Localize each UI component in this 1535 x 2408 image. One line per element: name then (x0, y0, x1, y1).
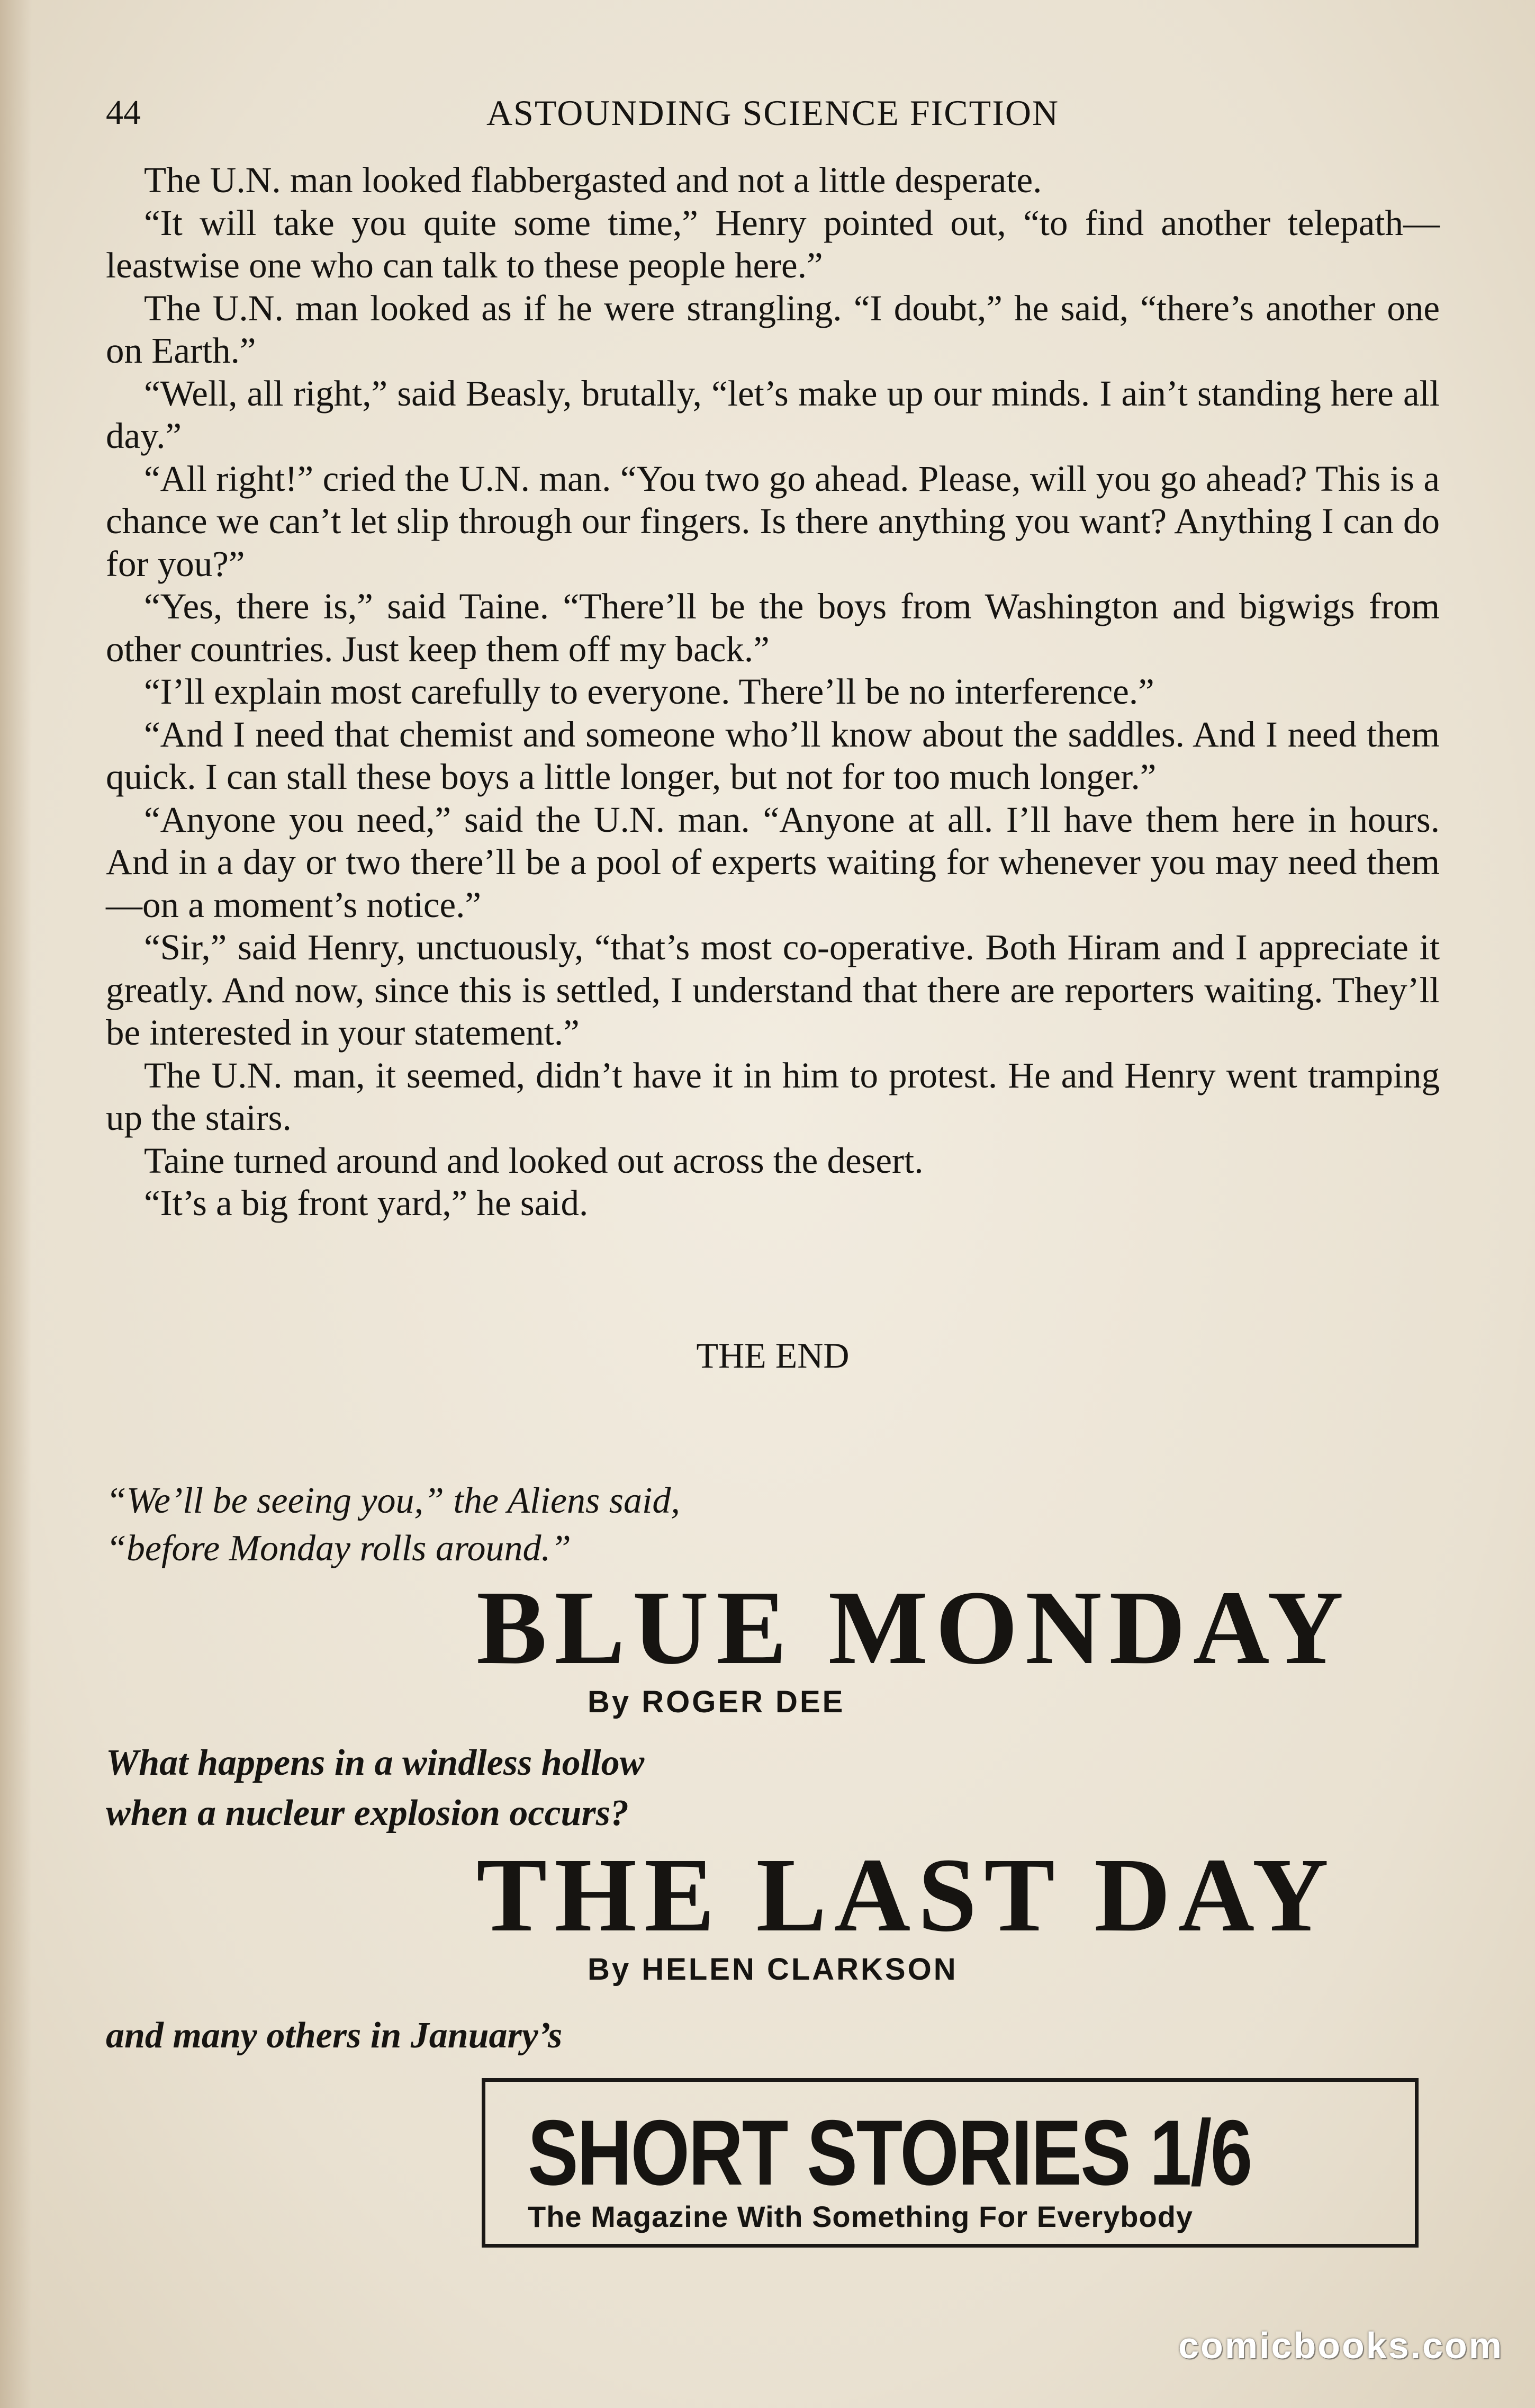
teaser-3: and many others in January’s (106, 2015, 563, 2056)
story-1-byline: By ROGER DEE (588, 1685, 845, 1719)
teaser-2-line-1: What happens in a windless hollow (106, 1742, 645, 1783)
paragraph: Taine turned around and looked out across the desert. (144, 1140, 924, 1181)
watermark: comicbooks.com (1178, 2325, 1503, 2366)
story-text (106, 159, 1440, 1225)
paragraph: The U.N. man, it seemed, didn’t have it in him to protest. He and Henry went tramping up the stairs. (106, 1055, 1440, 1138)
page-number: 44 (106, 93, 141, 132)
paragraph: The U.N. man looked as if he were strangling. “I doubt,” he said, “there’s another one on Earth.” (106, 287, 1440, 371)
paragraph: “All right!” cried the U.N. man. “You two go ahead. Please, will you go ahead? This is a chance we can’t let slip through our fingers. Is there anything you want? Anything I can do for you?” (106, 458, 1440, 584)
paragraph: “Well, all right,” said Beasly, brutally, “let’s make up our minds. I ain’t standing here all day.” (106, 373, 1440, 456)
magazine-advertisement (106, 1477, 1440, 2271)
paragraph: The U.N. man looked flabbergasted and not a little desperate. (144, 160, 1042, 200)
page-edge-shadow (0, 0, 32, 2408)
magazine-tagline: The Magazine With Something For Everybody (528, 2200, 1194, 2233)
teaser-1-line-2: “before Monday rolls around.” (106, 1528, 571, 1569)
story-2-title: THE LAST DAY (476, 1837, 1337, 1954)
paragraph: “It will take you quite some time,” Henry pointed out, “to find another telepath—leastwise one who can talk to these people here.” (106, 202, 1440, 285)
paragraph: “Sir,” said Henry, unctuously, “that’s most co-operative. Both Hiram and I appreciate it greatly. And now, since this is settled, I understand that there are reporters waiting. They’ll be interested in your statement.” (106, 927, 1440, 1053)
paragraph: “Anyone you need,” said the U.N. man. “Anyone at all. I’ll have them here in hours. And in a day or two there’ll be a pool of experts waiting for whenever you may need them—on a moment’s notice.” (106, 799, 1440, 925)
paragraph: “Yes, there is,” said Taine. “There’ll be the boys from Washington and bigwigs from other countries. Just keep them off my back.” (106, 586, 1440, 669)
paragraph: “And I need that chemist and someone who’ll know about the saddles. And I need them quick. I can stall these boys a little longer, but not for too much longer.” (106, 714, 1440, 797)
the-end-mark: THE END (696, 1335, 850, 1376)
running-head (106, 89, 1440, 137)
paragraph: “I’ll explain most carefully to everyone. There’ll be no interference.” (144, 671, 1154, 712)
magazine-title: SHORT STORIES 1/6 (528, 2101, 1251, 2205)
paragraph: “It’s a big front yard,” he said. (144, 1183, 589, 1223)
journal-title: ASTOUNDING SCIENCE FICTION (486, 93, 1060, 133)
story-2-byline: By HELEN CLARKSON (588, 1952, 958, 1987)
short-stories-promo-box (482, 2078, 1419, 2248)
teaser-1-line-1: “We’ll be seeing you,” the Aliens said, (106, 1480, 680, 1521)
story-1-title: BLUE MONDAY (476, 1569, 1351, 1686)
teaser-2-line-2: when a nucleur explosion occurs? (106, 1793, 629, 1834)
